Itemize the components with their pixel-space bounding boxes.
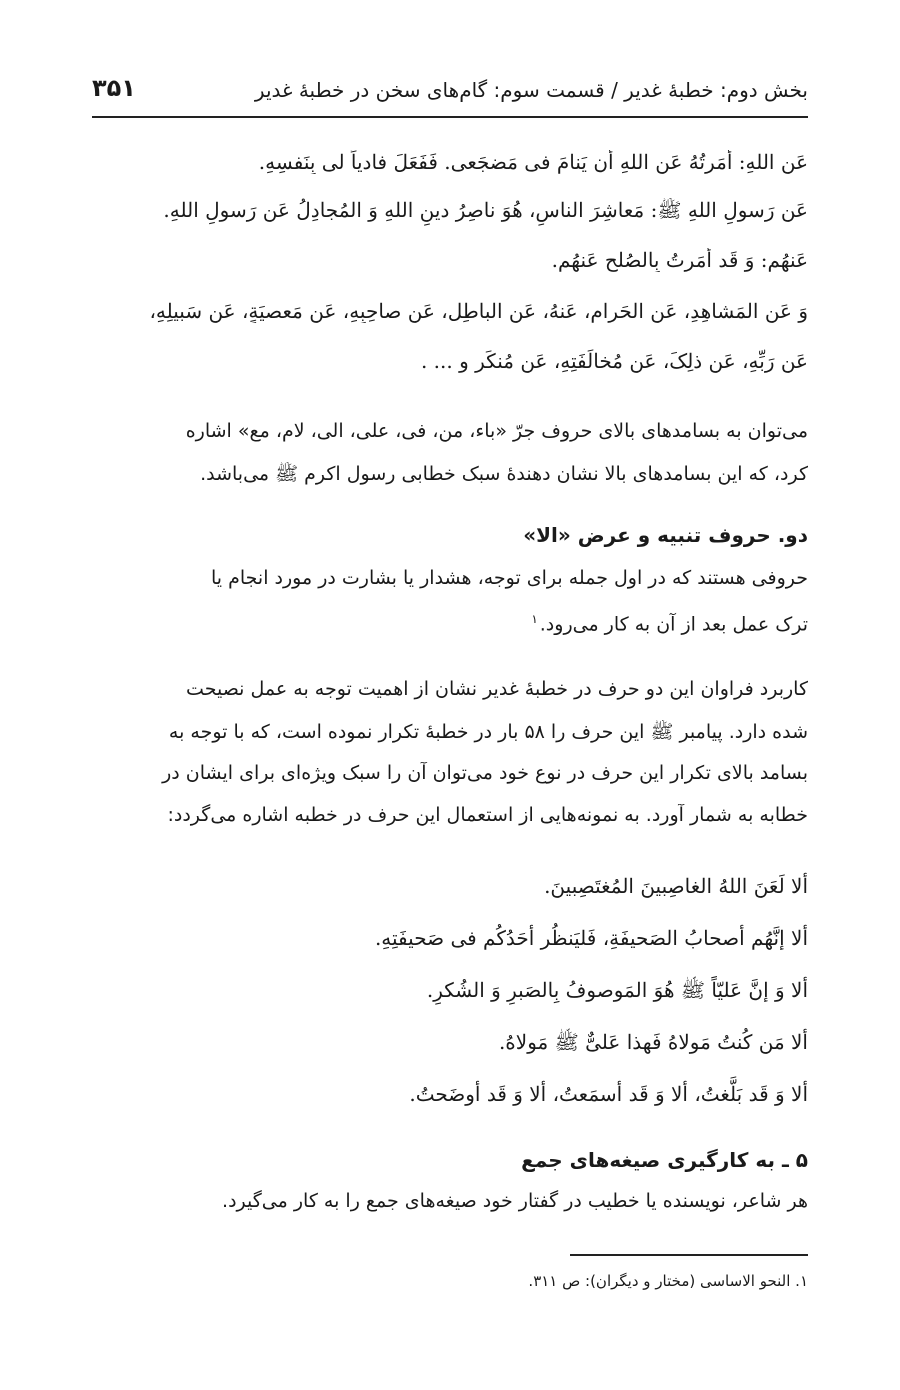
example-line: ألا وَ إنَّ عَليّاً ﷺ هُوَ المَوصوفُ بِالصَبرِ وَ الشُكرِ. [426,978,808,1002]
example-line: ألا مَن كُنتُ مَولاهُ فَهذا عَلیٌّ ﷺ مَولاهُ. [498,1030,808,1054]
paragraph-line: حروفی هستند که در اول جمله برای توجه، هشدار یا بشارت در مورد انجام یا [211,567,808,589]
quote-line: عَن رَسولِ اللهِ ﷺ: مَعاشِرَ الناسِ، هُوَ ناصِرُ دينِ اللهِ وَ المُجادِلُ عَن رَسولِ اللهِ. [163,198,808,222]
paragraph-line: شده دارد. پیامبر ﷺ این حرف را ۵۸ بار در خطبۀ تکرار نموده است، که با توجه به [168,721,808,743]
example-line: ألا إنَّهُم أصحابُ الصَحيفَةِ، فَليَنظُر أحَدُكُم فی صَحيفَتِهِ. [374,926,808,950]
quote-line: وَ عَنِ المَشاهِدِ، عَنِ الحَرامِ، عَنهُ، عَنِ الباطِلِ، عَن صاحِبِهِ، عَن مَعصيَةٍ، عَن سَبيلِهِ، [149,299,808,323]
paragraph-text: ترک عمل بعد از آن به کار می‌رود. [539,613,808,636]
running-header [92,70,808,118]
paragraph-line: بسامد بالای تکرار این حرف در نوع خود می‌توان آن را سبک ویژه‌ای برای ایشان در [162,762,808,784]
quote-line: عَن رَبِّهِ، عَن ذلِکَ، عَن مُخالَفَتِهِ، عَن مُنكَرٍ و ... . [420,349,808,373]
paragraph-line: هر شاعر، نویسنده یا خطیب در گفتار خود صیغه‌های جمع را به کار می‌گیرد. [222,1190,808,1212]
example-line: ألا لَعَنَ اللهُ الغاصِبينَ المُغتَصِبينَ. [544,874,808,898]
paragraph-line: خطابه به شمار آورد. به نمونه‌هایی از استعمال این حرف در خطبه اشاره می‌گردد: [167,804,808,826]
example-line: ألا وَ قَد بَلَّغتُ، ألا وَ قَد أسمَعتُ، ألا وَ قَد أوضَحتُ. [409,1082,808,1106]
section-heading: دو. حروف تنبیه و عرض «الا» [523,523,808,547]
footnote: ۱. النحو الاساسی (مختار و دیگران): ص ۳۱۱. [528,1272,808,1290]
section-heading: ۵ ـ به کارگیری صیغه‌های جمع [521,1148,808,1172]
paragraph-line [92,612,808,635]
paragraph-line: کاربرد فراوان این دو حرف در خطبۀ غدیر نشان از اهمیت توجه به عمل نصیحت [186,678,808,700]
page-number: ۳۵۱ [92,74,136,102]
quote-line: عَن اللهِ: أمَرتُهُ عَن اللهِ أن يَنامَ فی مَضجَعی. فَفَعَلَ فادياً لی بِنَفسِهِ. [258,150,808,174]
quote-line: عَنهُم: وَ قَد أمَرتُ بِالصُلحِ عَنهُم. [551,248,808,272]
footnote-ref: ۱ [531,612,538,626]
header-title: بخش دوم: خطبۀ غدیر / قسمت سوم: گام‌های سخن در خطبۀ غدیر [254,78,808,102]
footnote-divider [570,1254,808,1256]
paragraph-line: می‌توان به بسامدهای بالای حروف جرّ «باء، من، فی، علی، الی، لام، مع» اشاره [185,420,808,442]
paragraph-line: کرد، که این بسامدهای بالا نشان دهندۀ سبک خطابی رسول اکرم ﷺ می‌باشد. [200,463,808,485]
